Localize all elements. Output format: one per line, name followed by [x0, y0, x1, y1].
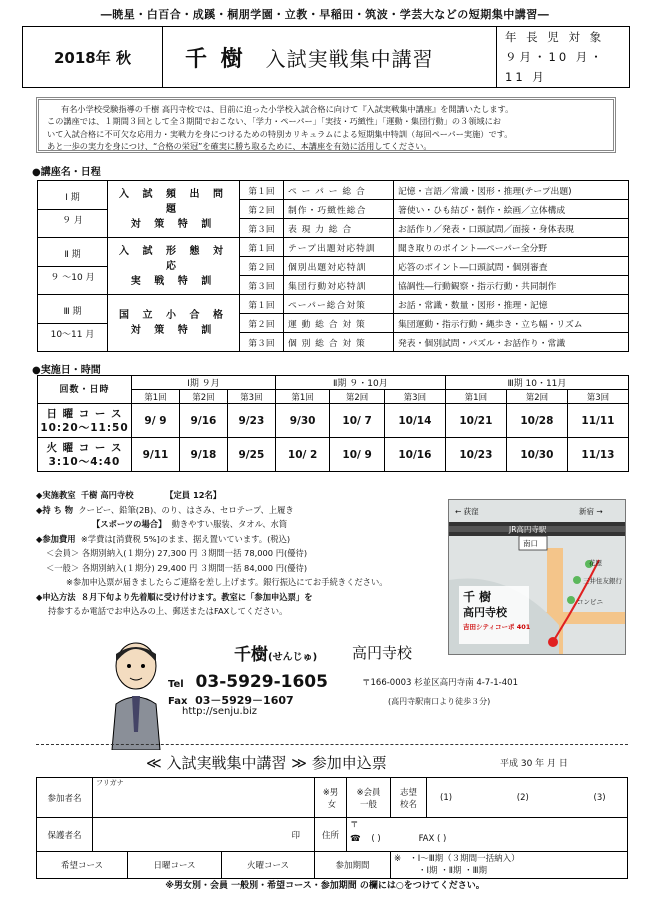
fee-general: ＜一般＞ 各期別納入(１期分) 29,400 円 ３期間一括 84,000 円(優待): [46, 562, 308, 573]
map-school-branch: 高円寺校: [463, 606, 507, 619]
schedule-table: [37, 375, 629, 472]
form-title: ≪ 入試実戦集中講習 ≫ 参加申込票: [146, 754, 387, 772]
course-name-cell: 入 試 頻 出 問 題 対 策 特 訓: [108, 181, 240, 238]
period-header: Ⅰ期 ９月: [132, 376, 276, 390]
course-section-title: ●講座名・日程: [32, 167, 101, 178]
contact-brand: 千樹(せんじゅ): [234, 645, 318, 665]
schedule-date: 10/14: [384, 404, 445, 438]
schedule-date: 11/11: [567, 404, 628, 438]
schedule-date: 10/ 9: [330, 438, 385, 472]
session-content: お話・常識・数量・図形・推理・記憶: [394, 295, 629, 314]
session-content: 応答のポイント―口頭試問・個別審査: [394, 257, 629, 276]
schedule-date: 10/ 2: [275, 438, 330, 472]
session-content: 箸使い・ひも結び・制作・絵画／立体構成: [394, 200, 629, 219]
schedule-date: 9/18: [179, 438, 227, 472]
schedule-date: 9/30: [275, 404, 330, 438]
contact-address: 〒166-0003 杉並区高円寺南 4-7-1-401: [362, 678, 518, 688]
course-row: [37, 852, 315, 879]
session-content: 記憶・言語／常識・図形・推理(テープ出題): [394, 181, 629, 200]
schedule-date: 10/ 7: [330, 404, 385, 438]
info-block: [36, 488, 388, 619]
fee-notice: ※参加申込票が届きましたらご連絡を差し上げます。銀行振込にてお手続きください。: [66, 577, 388, 587]
session-number: 第１回: [240, 238, 284, 257]
session-course: 運 動 総 合 対 策: [284, 314, 394, 333]
period-cell: Ⅱ 期 ９ ～10 月: [38, 238, 108, 295]
intro-box: [36, 97, 616, 153]
period-field[interactable]: ※ ・Ⅰ～Ⅲ期（３期間一括納入） ・Ⅰ期 ・Ⅱ期 ・Ⅲ期: [391, 852, 628, 879]
session-header: 第3回: [227, 390, 275, 404]
session-content: 発表・個別試問・パズル・お話作り・常識: [394, 333, 629, 352]
header-box: [22, 26, 630, 88]
course-table: [37, 180, 629, 352]
schedule-date: 9/25: [227, 438, 275, 472]
fee-line: ◆参加費用 ※学費は[消費税 5%]のまま、据え置いています。(税込): [36, 533, 291, 544]
period-cell: Ⅲ 期 10～11 月: [38, 295, 108, 352]
teacher-illustration: [102, 642, 170, 750]
fee-member: ＜会員＞ 各期別納入(１期分) 27,300 円 ３期間一括 78,000 円(優待): [46, 548, 308, 558]
school-wish-label: 志望 校名: [391, 778, 427, 818]
guardian-label: 保護者名: [37, 818, 93, 852]
items-line: ◆持 ち 物 クーピー、鉛筆(2B)、のり、はさみ、セロテープ、上履き: [36, 504, 294, 515]
map-school-name: 千 樹: [463, 590, 492, 604]
apply-line: ◆申込方法 ８月下旬より先着順に受け付けます。教室に「参加申込票」を: [36, 591, 313, 602]
intro-line: この講座では、１期間３回として全３期間でおこない、「学力・ペーパー」「実技・巧緻性」「運動・集団行動」の３領域にお: [47, 116, 501, 127]
period-cell: Ⅰ 期 ９ 月: [38, 181, 108, 238]
schedule-date: 9/11: [132, 438, 180, 472]
target-months: ９月・10 月・11 月: [505, 50, 605, 84]
session-course: 表 現 力 総 合: [284, 219, 394, 238]
map-shinjuku: 新宿 →: [579, 507, 603, 516]
schedule-date: 10/16: [384, 438, 445, 472]
session-header: 第1回: [445, 390, 506, 404]
schedule-date: 9/16: [179, 404, 227, 438]
session-number: 第２回: [240, 200, 284, 219]
course-name-cell: 入 試 形 態 対 応 実 戦 特 訓: [108, 238, 240, 295]
session-number: 第２回: [240, 314, 284, 333]
session-course: 制作・巧緻性総合: [284, 200, 394, 219]
participant-label: 参加者名: [37, 778, 93, 818]
course-label: 希望コース: [60, 861, 104, 871]
schedule-date: 10/23: [445, 438, 506, 472]
venue-line: ◆実施教室 千樹 高円寺校 【定員 12名】: [36, 490, 222, 500]
school-wish-field[interactable]: (1) (2) (3): [427, 778, 628, 818]
session-course: 個 別 総 合 対 策: [284, 333, 394, 352]
map-shop-bank: 三井住友銀行: [583, 577, 622, 585]
session-number: 第２回: [240, 257, 284, 276]
form-footnote: ※男女別・会員 一般別・希望コース・参加期間 の欄には○をつけてください。: [165, 881, 485, 891]
form-date: 平成 30 年 月 日: [500, 759, 568, 769]
map-south-exit: 南口: [523, 539, 538, 548]
course-time-label: 火 曜 コ ー ス 3:10～4:40: [38, 438, 132, 472]
target-audience: 年 長 児 対 象: [505, 30, 605, 44]
brand-name: 千 樹: [185, 46, 246, 72]
map-ogikubo: ← 荻窪: [455, 507, 479, 516]
schedule-date: 9/23: [227, 404, 275, 438]
period-label: 参加期間: [315, 852, 391, 879]
map-shop-flower: 花屋: [589, 559, 602, 567]
contact-access: (高円寺駅南口より徒歩３分): [388, 697, 491, 706]
apply-line2: 持参するか電話でお申込みの上、郵送またはFAXしてください。: [48, 606, 288, 616]
member-field[interactable]: ※会員 一般: [347, 778, 391, 818]
tuesday-course-option[interactable]: 火曜コース: [221, 852, 314, 878]
intro-line: あと一歩の実力を身につけ、“合格の栄冠”を確実に勝ち取るために、本講座を有効に活用してください。: [47, 140, 432, 151]
season-label: 2018年 秋: [23, 27, 163, 87]
application-form: [36, 777, 628, 879]
session-number: 第３回: [240, 333, 284, 352]
session-header: 第2回: [179, 390, 227, 404]
venue-name: 千樹 高円寺校: [80, 490, 134, 500]
session-header: 第2回: [506, 390, 567, 404]
contact-url[interactable]: http://senju.biz: [182, 706, 258, 717]
session-number: 第３回: [240, 219, 284, 238]
contact-tel: Tel 03-5929-1605: [168, 672, 328, 692]
course-row: [38, 238, 629, 257]
session-content: 集団運動・指示行動・縄歩き・立ち幅・リズム: [394, 314, 629, 333]
guardian-field[interactable]: 印: [93, 818, 315, 852]
schedule-date: 10/21: [445, 404, 506, 438]
schedule-date: 10/28: [506, 404, 567, 438]
capacity: 【定員 12名】: [165, 490, 222, 500]
title-cell: [163, 27, 497, 87]
schedule-section-title: ●実施日・時間: [32, 365, 101, 376]
cut-line: [36, 744, 628, 745]
session-course: ペ ー パ ー 総 合: [284, 181, 394, 200]
period-header: Ⅲ期 10・11月: [445, 376, 628, 390]
schedule-corner: 回数・日時: [38, 376, 132, 404]
page-title: 入試実戦集中講習: [265, 46, 434, 71]
session-content: お話作り／発表・口頭試問／面接・身体表現: [394, 219, 629, 238]
intro-line: 有名小学校受験指導の千樹 高円寺校では、目前に迫った小学校入試合格に向けて『入試実戦集中講座』を開講いたします。: [61, 104, 514, 114]
school-map: [448, 499, 626, 655]
sunday-course-option[interactable]: 日曜コース: [127, 852, 221, 878]
address-field[interactable]: 〒 ☎ ( ) FAX ( ): [347, 818, 628, 852]
sports-line: 【スポーツの場合】 動きやすい服装、タオル、水筒: [92, 519, 288, 529]
session-header: 第2回: [330, 390, 385, 404]
session-content: 聞き取りのポイント―ペーパー全分野: [394, 238, 629, 257]
intro-line: いて入試合格に不可欠な応用力・実戦力を身につけるための特別カリキュラムによる短期集中特訓（毎回ペーパー実施）です。: [47, 128, 513, 139]
map-shop-convenience: コンビニ: [577, 598, 603, 606]
session-course: 集団行動対応特訓: [284, 276, 394, 295]
session-header: 第3回: [567, 390, 628, 404]
course-row: [38, 295, 629, 314]
session-content: 協調性―行動観察・指示行動・共同制作: [394, 276, 629, 295]
contact-fax: Fax 03－5929－1607: [168, 694, 294, 707]
schedule-date: 10/30: [506, 438, 567, 472]
session-number: 第１回: [240, 181, 284, 200]
gender-field[interactable]: ※男 女: [315, 778, 347, 818]
contact-block: [96, 640, 516, 755]
contact-branch: 高円寺校: [352, 644, 413, 662]
course-time-label: 日 曜 コ ー ス 10:20～11:50: [38, 404, 132, 438]
course-name-cell: 国 立 小 合 格 対 策 特 訓: [108, 295, 240, 352]
period-header: Ⅱ期 ９・10月: [275, 376, 445, 390]
course-row: [38, 181, 629, 200]
session-header: 第1回: [132, 390, 180, 404]
target-cell: [497, 27, 629, 87]
map-station: JR高円寺駅: [509, 525, 547, 534]
schedule-date: 9/ 9: [132, 404, 180, 438]
address-label: 住所: [315, 818, 347, 852]
participant-field[interactable]: フリガナ: [93, 778, 315, 818]
top-banner: ―暁星・白百合・成蹊・桐朋学園・立教・早稲田・筑波・学芸大などの短期集中講習―: [100, 8, 550, 21]
session-header: 第1回: [275, 390, 330, 404]
session-course: テープ出題対応特訓: [284, 238, 394, 257]
session-course: 個別出題対応特訓: [284, 257, 394, 276]
session-course: ペーパー総合対策: [284, 295, 394, 314]
session-number: 第１回: [240, 295, 284, 314]
map-building: 吉田シティコーポ 401: [463, 623, 531, 631]
session-header: 第3回: [384, 390, 445, 404]
session-number: 第３回: [240, 276, 284, 295]
schedule-date: 11/13: [567, 438, 628, 472]
